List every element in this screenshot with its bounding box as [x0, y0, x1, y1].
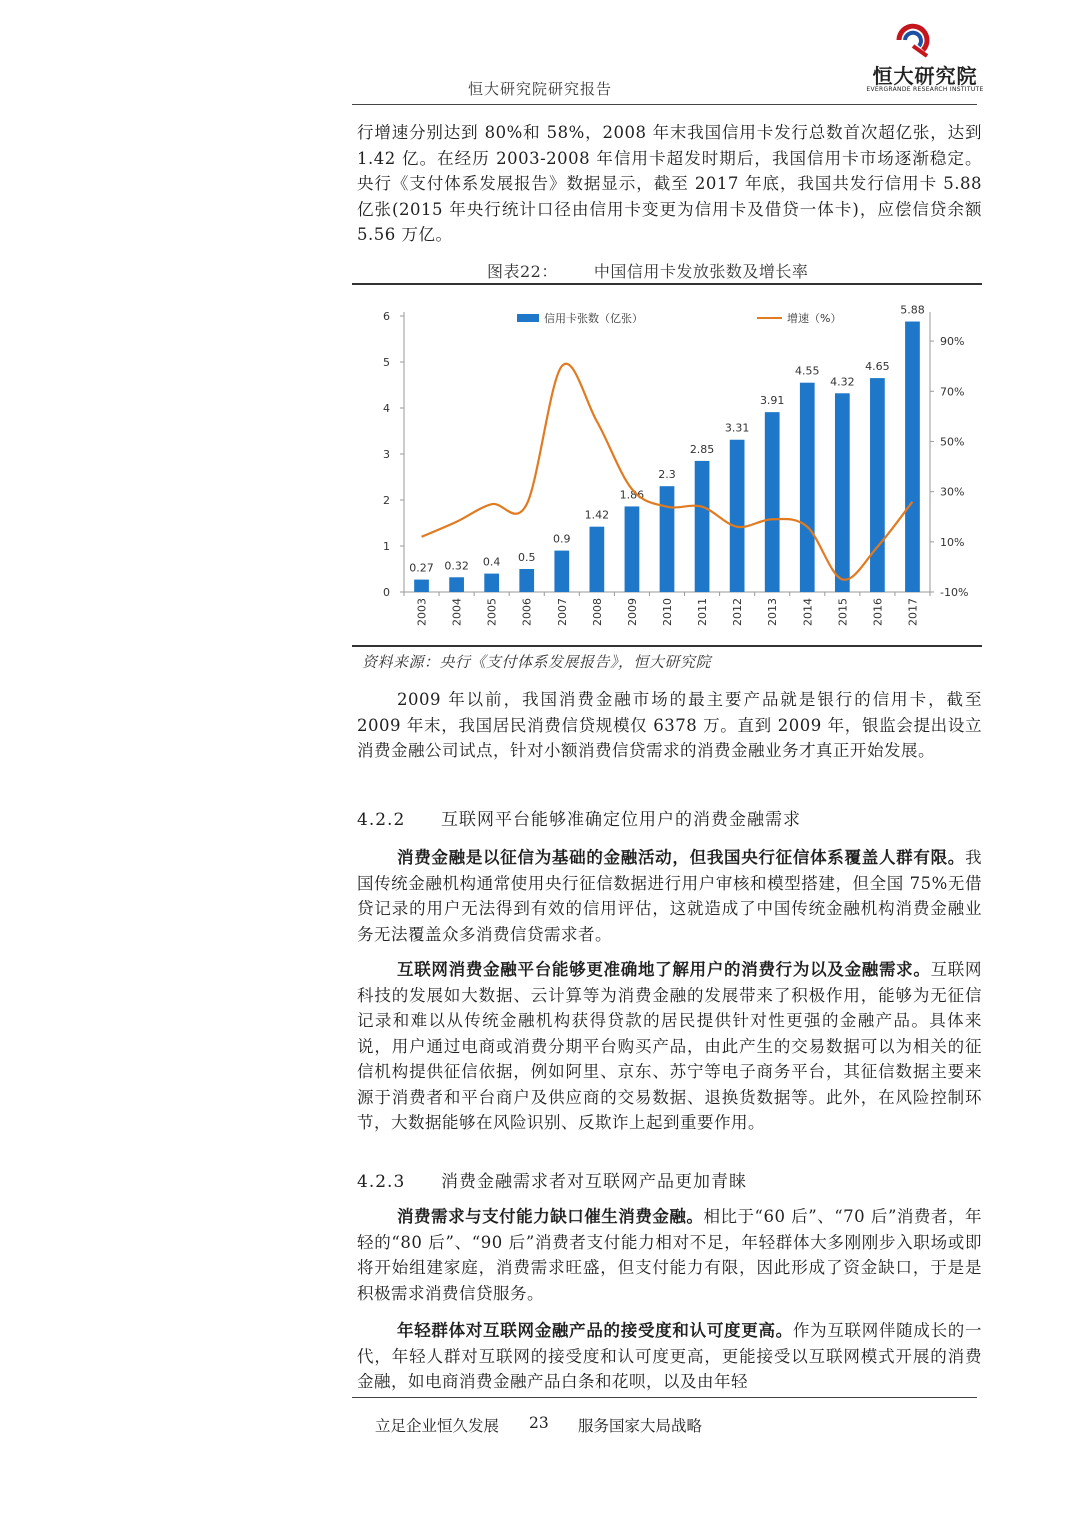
paragraph-body: 相比于“60 后”、“70 后”消费者，年轻的“80 后”、“90 后”消费者支付能力相对不足，年轻群体大多刚刚步入职场或即将开始组建家庭，消费需求旺盛，但支付能力有限，因此形成了资金缺口，于是是积极需求消费信贷服务。	[357, 1207, 982, 1303]
x-tick-label: 2010	[661, 598, 674, 626]
bar-2012	[730, 440, 745, 592]
left-tick-label: 4	[383, 402, 390, 415]
figure-bottom-rule	[352, 645, 982, 647]
bar-2008	[590, 527, 605, 592]
logo-text: 恒大研究院	[872, 64, 978, 88]
bar-2016	[870, 378, 885, 592]
bar-value-label: 4.32	[830, 375, 855, 389]
bar-value-label: 0.9	[553, 532, 571, 546]
x-tick-label: 2012	[731, 598, 745, 626]
bar-value-label: 0.4	[482, 555, 501, 569]
paragraph-3	[357, 845, 982, 947]
bar-2013	[765, 412, 780, 592]
bar-2014	[800, 383, 815, 592]
figure-title	[487, 259, 808, 282]
left-tick-label: 0	[383, 586, 390, 599]
logo-mark-icon	[893, 22, 933, 58]
bar-2005	[484, 574, 499, 592]
paragraph-lead: 消费需求与支付能力缺口催生消费金融。	[397, 1207, 704, 1226]
right-tick-label: 10%	[940, 535, 965, 549]
bar-value-label: 0.32	[444, 559, 469, 573]
x-tick-label: 2017	[906, 598, 920, 626]
bar-value-label: 4.55	[795, 364, 820, 378]
paragraph-body: 互联网科技的发展如大数据、云计算等为消费金融的发展带来了积极作用，能够为无征信记录和难以从传统金融机构获得贷款的居民提供针对性更强的金融产品。具体来说，用户通过电商或消费分期平台购买产品，由此产生的交易数据可以为相关的征信机构提供征信依据，例如阿里、京东、苏宁等电子商务平台，其征信数据主要来源于消费者和平台商户及供应商的交易数据、退换货数据等。此外，在风险控制环节，大数据能够在风险识别、反欺诈上起到重要作用。	[357, 960, 983, 1132]
bar-value-label: 5.88	[900, 303, 925, 317]
legend-bar-label: 信用卡张数（亿张）	[544, 312, 643, 325]
left-tick-label: 2	[383, 494, 390, 507]
bar-value-label: 0.5	[517, 551, 536, 564]
section-title: 消费金融需求者对互联网产品更加青睐	[441, 1172, 747, 1192]
paragraph-body: 我国传统金融机构通常使用央行征信数据进行用户审核和模型搭建，但全国 75%无借贷记录的用户无法得到有效的信用评估，这就造成了中国传统金融机构消费金融业务无法覆盖众多消费信贷需求者。	[357, 848, 982, 944]
paragraph-2: 2009 年以前，我国消费金融市场的最主要产品就是银行的信用卡，截至 2009 年末，我国居民消费信贷规模仅 6378 万。直到 2009 年，银监会提出设立消费金融公司试点，针对小额消费信贷需求的消费金融业务才真正开始发展。	[357, 690, 982, 760]
bar-value-label: 3.91	[759, 394, 785, 408]
left-tick-label: 1	[383, 540, 390, 553]
right-tick-label: 70%	[940, 385, 965, 399]
figure-caption: 中国信用卡发放张数及增长率	[593, 262, 809, 281]
x-tick-label: 2015	[836, 598, 850, 626]
section-title: 互联网平台能够准确定位用户的消费金融需求	[441, 810, 801, 830]
x-tick-label: 2003	[415, 598, 429, 626]
x-tick-label: 2006	[520, 598, 534, 626]
bar-value-label: 3.31	[724, 421, 750, 435]
left-tick-label: 3	[383, 448, 390, 461]
x-tick-label: 2014	[801, 598, 815, 626]
bar-value-label: 0.27	[409, 561, 434, 575]
x-tick-label: 2007	[555, 598, 569, 626]
x-tick-label: 2008	[590, 598, 604, 626]
section-number: 4.2.3	[357, 1172, 406, 1192]
bar-2007	[554, 551, 569, 592]
x-tick-label: 2011	[696, 598, 710, 626]
bar-value-label: 4.65	[865, 360, 890, 374]
bar-2015	[835, 393, 850, 592]
report-title: 恒大研究院研究报告	[468, 80, 613, 98]
bar-value-label: 1.86	[619, 488, 645, 502]
bar-2006	[519, 569, 534, 592]
paragraph-6	[357, 1318, 982, 1395]
right-tick-label: 90%	[940, 335, 965, 349]
bar-value-label: 1.42	[584, 508, 610, 522]
paragraph-lead: 年轻群体对互联网金融产品的接受度和认可度更高。	[397, 1321, 793, 1340]
footer-left-slogan: 立足企业恒久发展	[375, 1417, 500, 1435]
section-heading-4-2-3	[357, 1167, 747, 1192]
bar-2004	[449, 577, 464, 592]
header-rule	[352, 104, 977, 105]
legend-line-label: 增速（%）	[787, 312, 842, 325]
left-tick-label: 6	[383, 310, 390, 323]
x-tick-label: 2009	[625, 598, 639, 626]
section-heading-4-2-2	[357, 805, 801, 830]
x-tick-label: 2004	[450, 598, 464, 626]
bar-value-label: 2.3	[658, 468, 676, 482]
bar-value-label: 2.85	[689, 442, 715, 456]
x-tick-label: 2005	[485, 598, 499, 626]
bar-2017	[905, 322, 920, 592]
paragraph-body: 作为互联网伴随成长的一代，年轻人群对互联网的接受度和认可度更高，更能接受以互联网模式开展的消费金融，如电商消费金融产品白条和花呗，以及由年轻	[357, 1321, 983, 1391]
figure-label: 图表22：	[487, 262, 558, 281]
right-tick-label: -10%	[940, 586, 969, 599]
figure-source: 资料来源：央行《支付体系发展报告》，恒大研究院	[362, 653, 712, 671]
footer-rule	[352, 1397, 977, 1398]
chart-legend	[517, 311, 841, 325]
credit-card-chart	[352, 283, 982, 645]
section-number: 4.2.2	[357, 810, 406, 830]
left-tick-label: 5	[383, 356, 390, 369]
legend-bar-swatch	[517, 314, 539, 322]
bar-2009	[625, 506, 640, 592]
paragraph-lead: 互联网消费金融平台能够更准确地了解用户的消费行为以及金融需求。	[397, 960, 931, 979]
logo-subtitle: EVERGRANDE RESEARCH INSTITUTE	[866, 86, 984, 93]
x-tick-label: 2016	[871, 598, 885, 626]
paragraph-lead: 消费金融是以征信为基础的金融活动，但我国央行征信体系覆盖人群有限。	[397, 848, 965, 867]
company-logo	[855, 22, 995, 102]
paragraph-5	[357, 1204, 982, 1306]
paragraph-1: 行增速分别达到 80%和 58%，2008 年末我国信用卡发行总数首次超亿张，达到 1.42 亿。在经历 2003-2008 年信用卡超发时期后，我国信用卡市场逐渐稳定。央行《支付体系发展报告》数据显示，截至 2017 年底，我国共发行信用卡 5.88 亿张(2015 年央行统计口径由信用卡变更为信用卡及借贷一体卡)，应偿信贷余额 5.56 万亿。	[357, 123, 982, 244]
right-tick-label: 50%	[940, 435, 965, 449]
x-tick-label: 2013	[766, 598, 780, 626]
bar-2003	[414, 580, 429, 592]
chart-bars	[414, 322, 920, 592]
footer-right-slogan: 服务国家大局战略	[578, 1417, 703, 1435]
page-number: 23	[529, 1414, 549, 1432]
paragraph-4	[357, 957, 982, 1136]
bar-2011	[695, 461, 710, 592]
right-tick-label: 30%	[940, 485, 965, 499]
bar-2010	[660, 486, 675, 592]
